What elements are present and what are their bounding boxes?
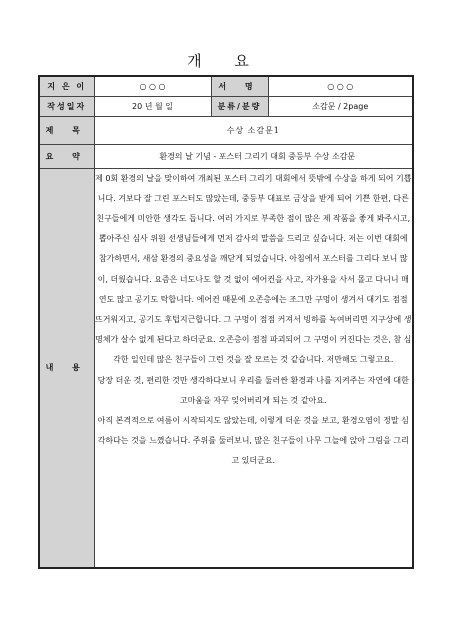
category-label: 분류/분량 [211,96,268,116]
content-label: 내 용 [39,168,94,568]
subject-row [39,116,413,144]
author-value: ○ ○ ○ [94,76,211,96]
content-row [39,168,413,568]
subject-value: 수상 소감문1 [94,116,413,144]
category-value: 소감문 / 2page [268,96,413,116]
summary-row [39,144,413,168]
date-value: 20 년 월 일 [94,96,211,116]
date-row [39,96,413,116]
signature-value: ○ ○ ○ [268,76,413,96]
signature-label: 서 명 [211,76,268,96]
author-label: 지 은 이 [39,76,94,96]
summary-value: 환경의 날 기념 - 포스터 그리기 대회 중등부 수상 소감문 [94,144,413,168]
subject-label: 제 목 [39,116,94,144]
page-title: 개 요 [187,52,263,70]
content-paragraph: 당장 더운 것, 편리한 것만 생각하다보니 우리를 둘러싼 환경과 나를 지켜주는 자연에 대한 고마움을 자꾸 잊어버리게 되는 것 같아요. [97,375,409,405]
overview-form [38,75,414,569]
content-paragraph: 아직 본격적으로 여름이 시작되지도 않았는데, 이렇게 더운 것을 보고, 환경오염이 정말 심각하다는 것을 느꼈습니다. 주위를 둘러보니, 많은 친구들이 나무 그늘에 앉아 그림을 그리고 있더군요. [97,415,409,466]
content-paragraph: 제 0회 환경의 날을 맞이하여 개최된 포스터 그리기 대회에서 뜻밖에 수상을 하게 되어 기쁩니다. 겨보다 잘 그린 포스터도 많았는데, 중등부 대표로 금상을 받게 되어 기쁜 한편, 다른 친구들에게 미안한 생각도 듭니다. 여러 가지로 부족한 점이 많은 제 작품을 좋게 봐주시고, 뽑아주신 심사 위원 선생님들에게 먼저 감사의 말씀을 드리고 싶습니다. 저는 이번 대회에 참가하면서, 새삼 환경의 중요성을 깨닫게 되었습니다. 아침에서 포스터를 그리다 보니 많이, 더웠습니다. 요즘은 너도나도 할 것 없이 에어컨을 사고, 자가용을 사서 몰고 다니니 매연도 많고 공기도 탁합니다. 에어컨 때문에 오존층에는 조그만 구멍이 생겨서 대기도 점점 뜨거워지고, 공기도 후텁지근합니다. 그 구멍이 점점 커져서 빙하를 녹여버리면 지구상에 생명체가 살수 없게 된다고 하더군요. 오존층이 점점 파괴되어 그 구멍이 커진다는 것은, 참 심각한 일인데 많은 친구들이 그런 것을 잘 모르는 것 같습니다. 저만해도 그렇고요. [95,173,412,365]
author-row [39,76,413,96]
date-label: 작성일자 [39,96,94,116]
content-body [94,168,413,568]
summary-label: 요 약 [39,144,94,168]
